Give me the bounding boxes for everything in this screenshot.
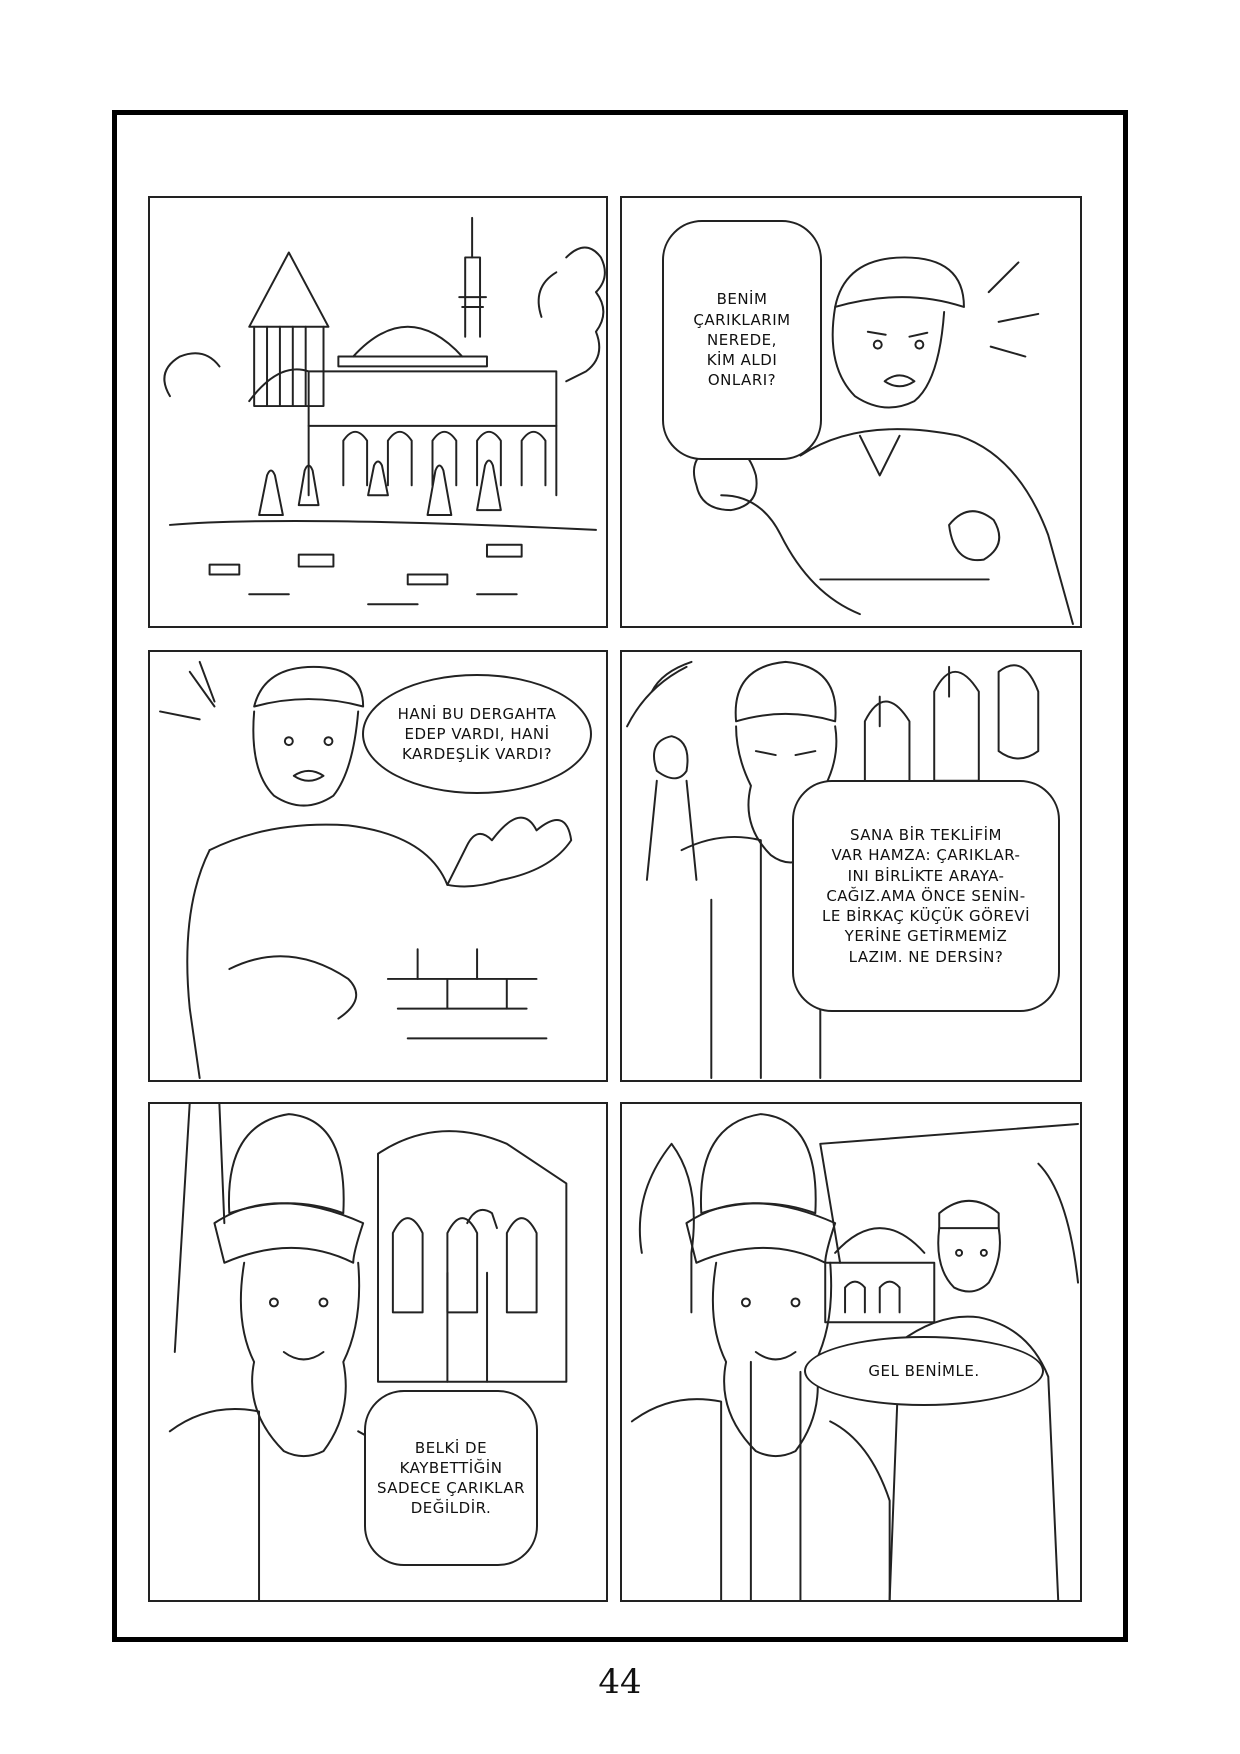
dialogue-text: GEL BENİMLE. (868, 1361, 980, 1380)
speech-bubble (364, 1390, 538, 1566)
courtyard-illustration (150, 198, 606, 626)
panel-elder-smiling (148, 1102, 608, 1602)
panel-young-man-gesturing (148, 650, 608, 1082)
speech-bubble (792, 780, 1060, 1012)
dialogue-text: HANİ BU DERGAHTA EDEP VARDI, HANİ KARDEŞLİK VARDI? (397, 704, 557, 764)
speech-bubble (804, 1336, 1044, 1406)
dialogue-text: SANA BİR TEKLİFİM VAR HAMZA: ÇARIKLAR- INI BİRLİKTE ARAYA- CAĞIZ.AMA ÖNCE SENİN- LE BİRKAÇ KÜÇÜK GÖREVİ YERİNE GETİRMEMİZ LAZIM. NE DERSİN? (821, 826, 1031, 966)
page-number: 44 (598, 1662, 642, 1702)
panel-angry-young-man (620, 196, 1082, 628)
panel-dergah-courtyard (148, 196, 608, 628)
dialogue-text: BELKİ DE KAYBETTİĞİN SADECE ÇARIKLAR DEĞİLDİR. (376, 1438, 526, 1518)
speech-bubble (362, 674, 592, 794)
panel-elder-dervish-speaking (620, 650, 1082, 1082)
speech-bubble (662, 220, 822, 460)
panel-elder-and-young-man (620, 1102, 1082, 1602)
dialogue-text: BENİM ÇARIKLARIM NEREDE, KİM ALDI ONLARI? (693, 290, 791, 390)
